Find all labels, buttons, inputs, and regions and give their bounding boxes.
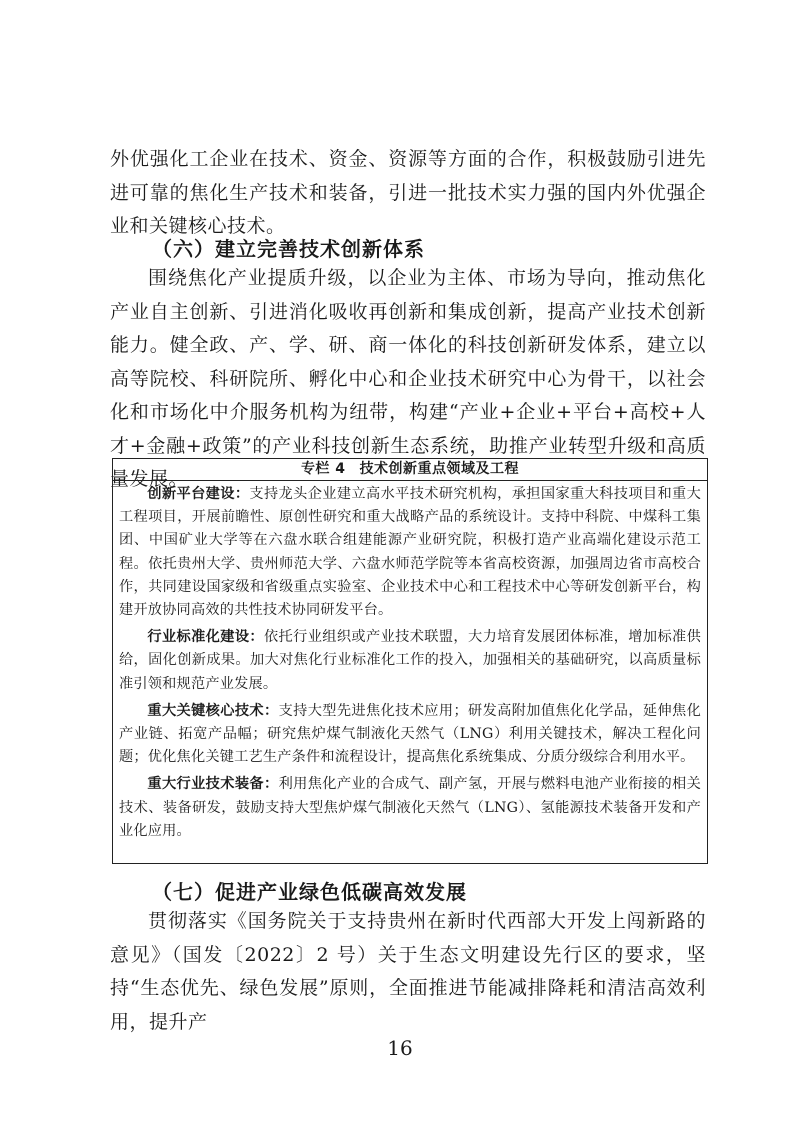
column-item-lead: 行业标准化建设：	[147, 629, 264, 646]
column-box-title	[113, 459, 707, 481]
column-item-text: 利用焦化产业的合成气、副产氢，开展与燃料电池产业衔接的相关技术、装备研发，鼓励支持大型焦炉煤气制液化天然气（LNG）、氢能源技术装备开发和产业化应用。	[119, 776, 701, 839]
column-item	[119, 483, 701, 622]
column-item-lead: 重大关键核心技术：	[147, 702, 279, 719]
column-box-number: 专栏 4	[300, 461, 346, 477]
section-6-paragraph: 围绕焦化产业提质升级，以企业为主体、市场为导向，推动焦化产业自主创新、引进消化吸收再创新和集成创新，提高产业技术创新能力。健全政、产、学、研、商一体化的科技创新研发体系，建立以高等院校、科研院所、孵化中心和企业技术研究中心为骨干，以社会化和市场化中介服务机构为纽带，构建“产业+企业+平台+高校+人才+金融+政策”的产业科技创新生态系统，助推产业转型升级和高质量发展。	[110, 267, 706, 490]
section-6-heading: （六）建立完善技术创新体系	[152, 237, 425, 261]
column-item	[119, 700, 701, 770]
page-number: 16	[387, 1036, 413, 1060]
column-item-lead: 重大行业技术装备：	[147, 776, 279, 793]
column-box-title-text: 技术创新重点领域及工程	[359, 461, 520, 477]
section-7-paragraph: 贯彻落实《国务院关于支持贵州在新时代西部大开发上闯新路的意见》（国发〔2022〕2 号）关于生态文明建设先行区的要求，坚持“生态优先、绿色发展”原则，全面推进节能减排降耗和清洁高效利用，提升产	[110, 910, 706, 1033]
column-box	[112, 458, 708, 864]
column-item-text: 支持大型先进焦化技术应用；研发高附加值焦化化学品，延伸焦化产业链、拓宽产品幅；研究焦炉煤气制液化天然气（LNG）利用关键技术，解决工程化问题；优化焦化关键工艺生产条件和流程设计，提高焦化系统集成、分质分级综合利用水平。	[119, 702, 701, 766]
column-item	[119, 626, 701, 696]
column-item	[119, 773, 701, 843]
column-box-body	[113, 481, 707, 843]
column-item-text: 依托行业组织或产业技术联盟，大力培育发展团体标准，增加标准供给，固化创新成果。加大对焦化行业标准化工作的投入，加强相关的基础研究，以高质量标准引领和规范产业发展。	[119, 629, 701, 692]
section-7-heading: （七）促进产业绿色低碳高效发展	[152, 880, 467, 904]
column-item-lead: 创新平台建设：	[147, 486, 250, 502]
intro-continuation-paragraph: 外优强化工企业在技术、资金、资源等方面的合作，积极鼓励引进先进可靠的焦化生产技术和装备，引进一批技术实力强的国内外优强企业和关键核心技术。	[110, 148, 706, 237]
column-item-text: 支持龙头企业建立高水平技术研究机构，承担国家重大科技项目和重大工程项目，开展前瞻性、原创性研究和重大战略产品的系统设计。支持中科院、中煤科工集团、中国矿业大学等在六盘水联合组建能源产业研究院，积极打造产业高端化建设示范工程。依托贵州大学、贵州师范大学、六盘水师范学院等本省高校资源，加强周边省市高校合作，共同建设国家级和省级重点实验室、企业技术中心和工程技术中心等研发创新平台，构建开放协同高效的共性技术协同研发平台。	[119, 486, 701, 619]
